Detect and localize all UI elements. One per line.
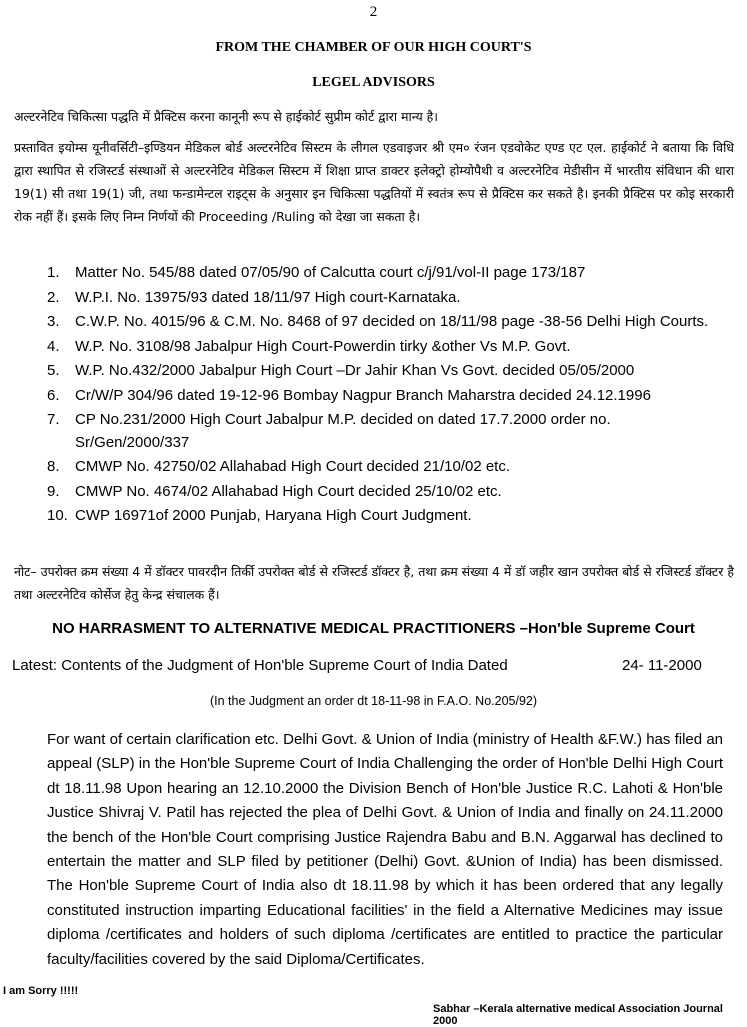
list-item-text: Cr/W/P 304/96 dated 19-12-96 Bombay Nagpur Branch Maharstra decided 24.12.1996 (75, 386, 651, 404)
list-item (47, 287, 727, 310)
hindi-intro-paragraph: प्रस्तावित इयोम्स यूनीवर्सिटी–इण्डियन मेडिकल बोर्ड अल्टरनेटिव सिस्टम के लीगल एडवाइजर श्री एम० रंजन एडवोकेट एण्ड एट एल. हाईकोर्ट ने बताया कि विधि द्वारा स्थापित से रजिस्टर्ड संस्थाओं से अल्टरनेटिव मेडिकल सिस्टम में शिक्षा प्राप्त डाक्टर इलेक्ट्रो होम्योपैथी व अल्टरनेटिव मेडीसीन में भारतीय संविधान की धारा 19(1) सी तथा 19(1) जी, तथा फन्डामेन्टल राइट्स के अनुसार इन चिकित्सा पद्धतियों में स्वतंत्र रूप से प्रैक्टिस कर सकते है। इनकी प्रैक्टिस पर कोइ सरकारी रोक नहीं हैं। इसके लिए निम्न निर्णयों की Proceeding /Ruling को देखा जा सकता है। (14, 140, 734, 224)
list-item-text: CMWP No. 4674/02 Allahabad High Court decided 25/10/02 etc. (75, 482, 502, 500)
sorry-note: I am Sorry !!!!! (3, 985, 79, 997)
list-item-text: W.P. No. 3108/98 Jabalpur High Court-Powerdin tirky &other Vs M.P. Govt. (75, 337, 571, 355)
list-item-text: W.P.I. No. 13975/93 dated 18/11/97 High court-Karnataka. (75, 288, 461, 306)
list-item-text: W.P. No.432/2000 Jabalpur High Court –Dr Jahir Khan Vs Govt. decided 05/05/2000 (75, 362, 635, 379)
header-title-line1: FROM THE CHAMBER OF OUR HIGH COURT'S (215, 40, 532, 55)
list-item (47, 385, 727, 408)
list-item-number: 2. (47, 288, 60, 306)
judgment-note: (In the Judgment an order dt 18-11-98 in F.A.O. No.205/92) (209, 694, 538, 708)
list-item (47, 505, 727, 528)
page-number: 2 (369, 4, 378, 20)
list-item-text: C.W.P. No. 4015/96 & C.M. No. 8468 of 97 decided on 18/11/98 page -38-56 Delhi High Courts. (75, 313, 709, 330)
list-item (47, 336, 727, 359)
latest-judgment-line: Latest: Contents of the Judgment of Hon'ble Supreme Court of India Dated (12, 657, 508, 674)
rulings-list (47, 262, 727, 530)
list-item-number: 8. (47, 458, 60, 475)
list-item-text: CMWP No. 42750/02 Allahabad High Court decided 21/10/02 etc. (75, 458, 510, 475)
list-item (47, 360, 727, 383)
list-item (47, 481, 727, 504)
list-item-number: 1. (47, 264, 60, 281)
source-credit: Sabhar –Kerala alternative medical Association Journal 2000 (433, 1003, 723, 1027)
list-item-number: 10. (47, 507, 68, 524)
hindi-note: नोट– उपरोक्त क्रम संख्या 4 में डॉक्टर पावरदीन तिर्की उपरोक्त बोर्ड से रजिस्टर्ड डॉक्टर है, तथा क्रम संख्या 4 में डॉ जहीर खान उपरोक्त बोर्ड से रजिस्टर्ड डॉक्टर है तथा अल्टरनेटिव कोर्सेज हेतु केन्द्र संचालक हैं। (14, 564, 734, 602)
list-item-number: 6. (47, 386, 60, 404)
list-item (47, 262, 727, 285)
list-item-text: CP No.231/2000 High Court Jabalpur M.P. decided on dated 17.7.2000 order no. Sr/Gen/2000/337 (75, 411, 611, 451)
list-item-text: CWP 16971of 2000 Punjab, Haryana High Court Judgment. (75, 507, 472, 524)
list-item (47, 409, 727, 454)
judgment-body-paragraph: For want of certain clarification etc. Delhi Govt. & Union of India (ministry of Health &F.W.) has filed an appeal (SLP) in the Hon'ble Supreme Court of India Challenging the order of Hon'ble Delhi High Court dt 18.11.98 Upon hearing an 12.10.2000 the Division Bench of Hon'ble Justice R.C. Lahoti & Hon'ble Justice Shivraj V. Patil has rejected the plea of Delhi Govt. & Union of India and finally on 24.11.2000 the bench of the Hon'ble Court comprising Justice Rajendra Babu and B.N. Aggarwal has declined to entertain the matter and SLP filed by petitioner (Delhi) Govt. &Union of India) has been dismissed. The Hon'ble Supreme Court of India also dt 18.11.98 by which it has been ordered that any legally constituted instruction imparting Educational facilities' in the field a Alternative Medicines may issue diploma /certificates and holders of such diploma /certificates are entitled to practice the particular faculty/facilities covered by the said Diploma/Certificates. (47, 731, 723, 968)
list-item-number: 3. (47, 313, 60, 330)
list-item (47, 311, 727, 334)
section-title: NO HARRASMENT TO ALTERNATIVE MEDICAL PRACTITIONERS –Hon'ble Supreme Court (52, 620, 695, 637)
list-item-number: 5. (47, 362, 60, 379)
list-item-number: 7. (47, 411, 60, 428)
list-item-number: 4. (47, 337, 60, 355)
list-item-number: 9. (47, 482, 60, 500)
latest-judgment-date: 24- 11-2000 (622, 657, 702, 674)
list-item (47, 456, 727, 479)
list-item-text: Matter No. 545/88 dated 07/05/90 of Calcutta court c/j/91/vol-II page 173/187 (75, 264, 586, 281)
header-title-line2: LEGEL ADVISORS (312, 75, 435, 90)
hindi-intro-line: अल्टरनेटिव चिकित्सा पद्धति में प्रैक्टिस करना कानूनी रूप से हाईकोर्ट सुप्रीम कोर्ट द्वारा मान्य है। (14, 109, 439, 124)
